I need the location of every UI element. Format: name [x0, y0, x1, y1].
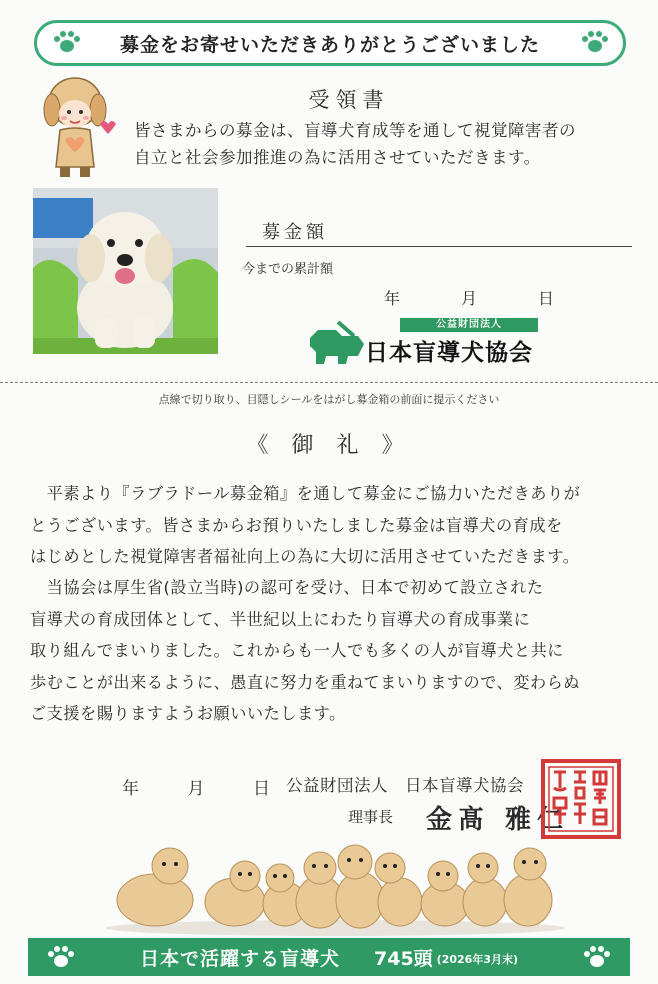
paragraph-line: ご支援を賜りますようお願いいたします。: [30, 704, 346, 723]
paragraph-line: 平素より『ラブラドール募金箱』を通して募金にご協力いただきありが: [30, 484, 581, 503]
footer-banner: [28, 938, 630, 976]
thanks-paragraph-2: [30, 572, 640, 730]
association-type-tag: 公益財団法人: [400, 318, 538, 332]
signature-date: [122, 774, 270, 799]
paw-print-icon: [580, 30, 610, 54]
banner-title: 募金をお寄せいただきありがとうございました: [119, 33, 540, 56]
date-year: 年: [122, 779, 139, 799]
date-year: 年: [384, 289, 401, 308]
paragraph-line: はじめとした視覚障害者福祉向上の為に大切に活用させていただきます。: [30, 547, 580, 566]
puppies-photo: [100, 838, 570, 936]
count-date-note: (2026年3月末): [436, 953, 518, 966]
paragraph-line: 盲導犬の育成団体として、半世紀以上にわたり盲導犬の育成事業に: [30, 609, 531, 629]
receipt-body: [134, 117, 634, 171]
thanks-title: 《 御 礼 》: [246, 433, 412, 458]
paragraph-line: 歩むことが出来るように、愚直に努力を重ねてまいりますので、変わらぬ: [30, 672, 580, 692]
official-seal-stamp: [540, 758, 622, 840]
amount-underline: [246, 246, 632, 247]
signature-role: 理事長: [348, 808, 394, 826]
date-month: 月: [187, 779, 205, 799]
donation-amount-label: 募金額: [262, 222, 328, 243]
signature-organization: 公益財団法人 日本盲導犬協会: [286, 776, 524, 795]
header-banner: [34, 20, 626, 66]
signature-name: 金髙 雅仁: [426, 805, 570, 835]
date-day: 日: [537, 289, 554, 308]
cut-instruction: 点線で切り取り、目隠しシールをはがし募金箱の前面に提示ください: [158, 393, 500, 406]
receipt-date: [384, 286, 554, 309]
paragraph-line: 当協会は厚生省(設立当時)の認可を受け、日本で初めて設立された: [30, 578, 544, 597]
cut-dotted-line: [0, 382, 658, 383]
date-day: 日: [253, 779, 270, 799]
receipt-body-line: 皆さまからの募金は、盲導犬育成等を通して視覚障害者の: [134, 121, 576, 140]
paragraph-line: とうございます。皆さまからお預りいたしました募金は盲導犬の育成を: [30, 515, 563, 535]
paragraph-line: 取り組んでまいりました。これからも一人でも多くの人が盲導犬と共に: [30, 641, 564, 660]
thanks-paragraph-1: [30, 478, 640, 573]
association-name: 日本盲導犬協会: [365, 340, 533, 366]
date-month: 月: [460, 289, 477, 308]
cumulative-amount-label: 今までの累計額: [242, 262, 334, 277]
guide-dog-count: 745頭: [374, 947, 433, 970]
receipt-body-line: 自立と社会参加推進の為に活用させていただきます。: [134, 148, 541, 167]
paw-print-icon: [46, 945, 76, 969]
paw-print-icon: [52, 30, 82, 54]
puppy-photo: [33, 188, 218, 354]
footer-text: 日本で活躍する盲導犬: [139, 947, 340, 970]
paw-print-icon: [582, 945, 612, 969]
receipt-title: 受領書: [308, 88, 390, 112]
